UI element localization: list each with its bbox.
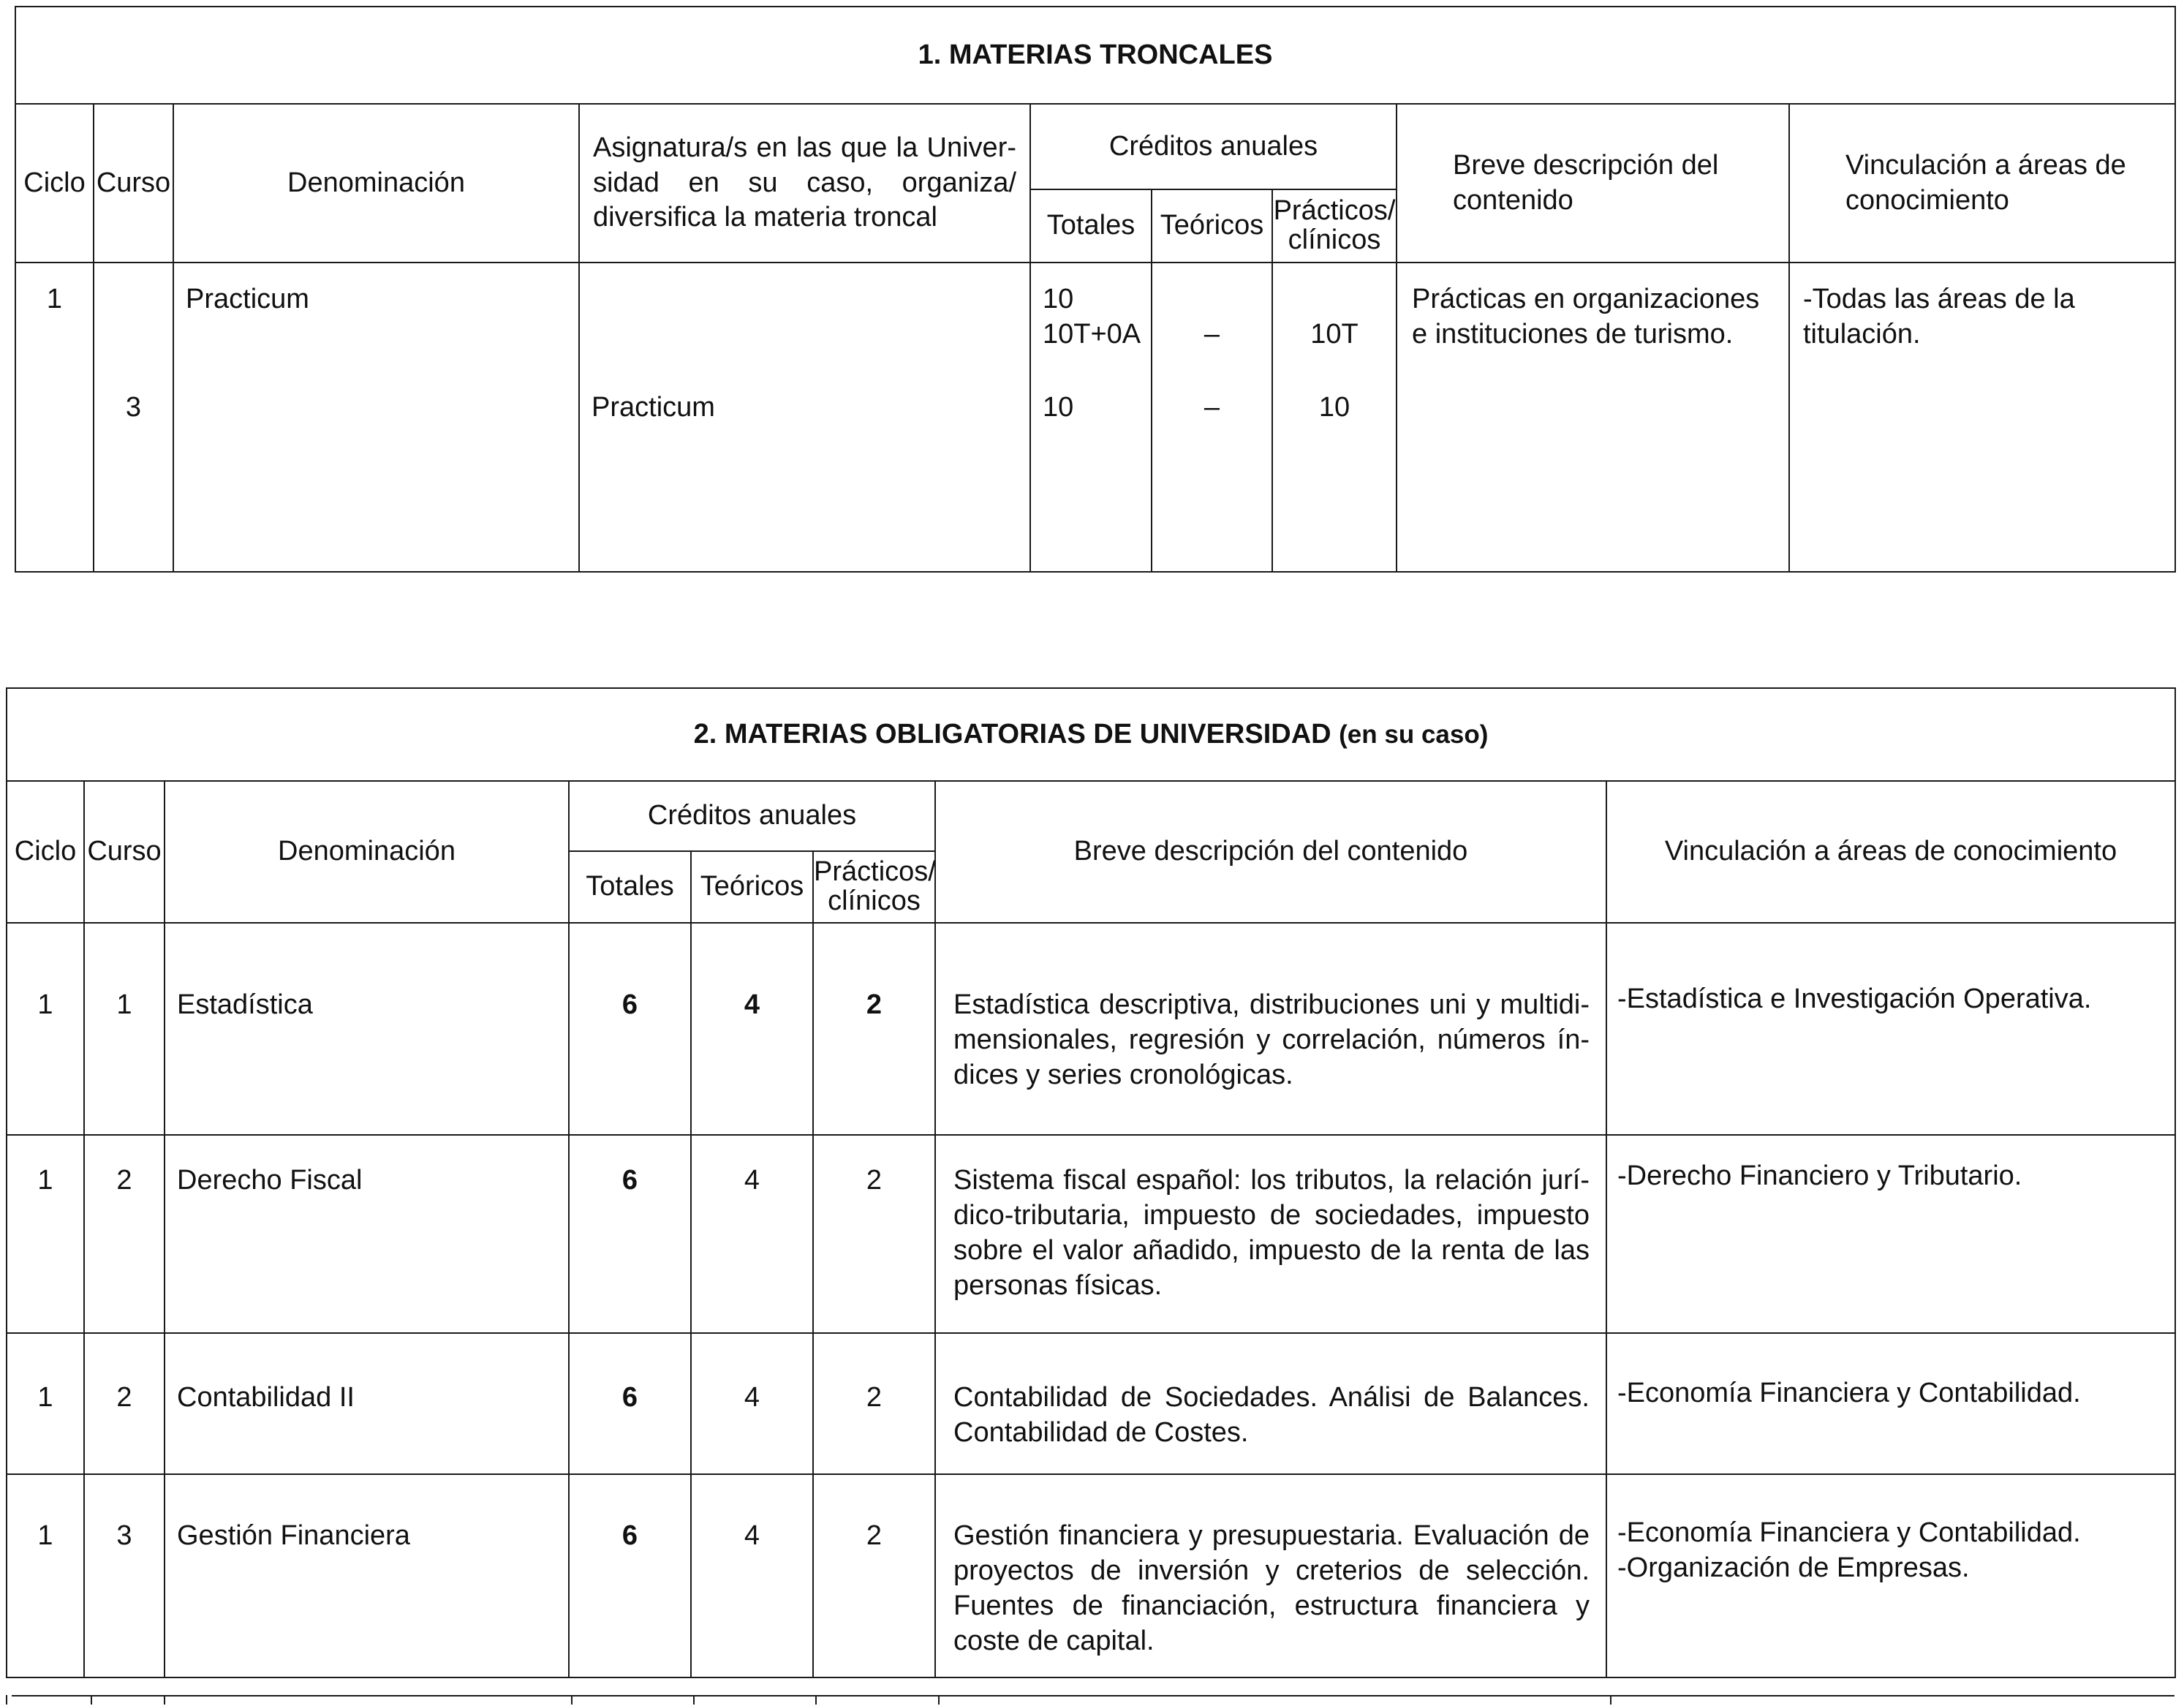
table-title-main: 2. MATERIAS OBLIGATORIAS DE UNIVERSIDAD <box>693 718 1331 750</box>
column-divider <box>91 1695 92 1705</box>
cell-vinculacion: -Derecho Financiero y Tributario. <box>1606 1135 2175 1333</box>
header-denominacion: Denominación <box>165 781 569 923</box>
header-creditos-anuales: Créditos anuales <box>1030 104 1397 189</box>
cell-curso: 2 <box>84 1135 165 1333</box>
cell-denominacion: Derecho Fiscal <box>165 1135 569 1333</box>
table-row <box>7 1474 2175 1677</box>
header-curso: Curso <box>84 781 165 923</box>
header-curso: Curso <box>94 104 173 263</box>
row-vinculacion <box>1789 263 2175 572</box>
table-row <box>7 1135 2175 1333</box>
header-teoricos: Teóricos <box>1152 189 1272 263</box>
header-vinculacion: Vinculación a áreas de conocimiento <box>1789 104 2175 263</box>
table-title <box>7 688 2175 781</box>
cell-descripcion: Estadística descriptiva, distribuciones uni y multidi-mensionales, regresión y correlación, números ín-dices y series cronológicas. <box>935 923 1606 1135</box>
header-practicos: Prácticos/ clínicos <box>813 851 935 923</box>
header-creditos-anuales: Créditos anuales <box>569 781 935 851</box>
cell-teoricos-2: – <box>1204 392 1220 423</box>
cell-practicos-2: 10 <box>1318 392 1350 423</box>
header-practicos: Prácticos/ clínicos <box>1272 189 1397 263</box>
cell-totales-2: 10T+0A <box>1043 319 1141 350</box>
header-asignatura: Asignatura/s en las que la Univer-sidad en su caso, organiza/ diversifica la materia troncal <box>579 104 1030 263</box>
header-ciclo: Ciclo <box>7 781 84 923</box>
column-divider <box>571 1695 573 1705</box>
column-divider <box>938 1695 940 1705</box>
header-denominacion: Denominación <box>173 104 579 263</box>
cell-ciclo: 1 <box>7 1135 84 1333</box>
cell-totales: 6 <box>569 1474 691 1677</box>
table-title-suffix: (en su caso) <box>1339 720 1489 749</box>
header-descripcion: Breve descripción del contenido <box>935 781 1606 923</box>
cell-totales: 6 <box>569 1333 691 1474</box>
table-row <box>7 923 2175 1135</box>
row-descripcion <box>1397 263 1789 572</box>
cell-curso: 3 <box>125 392 142 423</box>
row-practicos <box>1272 263 1397 572</box>
cell-teoricos: 4 <box>691 1474 813 1677</box>
header-descripcion: Breve descripción del contenido <box>1397 104 1789 263</box>
cell-totales-1: 10 <box>1043 284 1074 314</box>
row-teoricos <box>1152 263 1272 572</box>
cell-totales: 6 <box>569 1135 691 1333</box>
column-divider <box>815 1695 817 1705</box>
cell-practicos: 2 <box>813 1135 935 1333</box>
cell-descripcion: Sistema fiscal español: los tributos, la relación jurí-dico-tributaria, impuesto de sociedades, impuesto sobre el valor añadido, impuesto de la renta de las personas físicas. <box>935 1135 1606 1333</box>
column-divider <box>6 1695 7 1705</box>
column-divider <box>1610 1695 1611 1705</box>
column-divider <box>693 1695 695 1705</box>
table-materias-troncales <box>15 6 2176 573</box>
cell-practicos: 2 <box>813 1474 935 1677</box>
cell-teoricos: 4 <box>691 923 813 1135</box>
row-ciclo <box>15 263 94 572</box>
header-totales: Totales <box>569 851 691 923</box>
cell-denominacion: Contabilidad II <box>165 1333 569 1474</box>
cell-ciclo: 1 <box>7 923 84 1135</box>
cell-curso: 2 <box>84 1333 165 1474</box>
cell-descripcion: Prácticas en organizaciones e instituciones de turismo. <box>1412 284 1760 350</box>
cell-descripcion: Contabilidad de Sociedades. Análisi de Balances. Contabilidad de Costes. <box>935 1333 1606 1474</box>
cell-practicos-1: 10T <box>1310 319 1359 350</box>
cell-practicos: 2 <box>813 923 935 1135</box>
cell-teoricos-1: – <box>1204 319 1220 350</box>
row-denominacion <box>173 263 579 572</box>
header-teoricos: Teóricos <box>691 851 813 923</box>
header-totales: Totales <box>1030 189 1152 263</box>
cell-vinculacion: -Economía Financiera y Contabilidad. <box>1606 1333 2175 1474</box>
table-title: 1. MATERIAS TRONCALES <box>15 7 2175 104</box>
cell-ciclo: 1 <box>7 1474 84 1677</box>
cell-denominacion: Practicum <box>186 284 309 314</box>
cell-asignatura: Practicum <box>592 392 715 423</box>
cell-denominacion: Estadística <box>165 923 569 1135</box>
column-divider <box>164 1695 165 1705</box>
cell-ciclo: 1 <box>46 284 63 314</box>
cell-curso: 3 <box>84 1474 165 1677</box>
row-totales <box>1030 263 1152 572</box>
cell-vinculacion: -Todas las áreas de la titulación. <box>1803 284 2075 350</box>
cell-vinculacion: -Economía Financiera y Contabilidad. -Organización de Empresas. <box>1606 1474 2175 1677</box>
cell-totales: 6 <box>569 923 691 1135</box>
cell-curso: 1 <box>84 923 165 1135</box>
cell-descripcion: Gestión financiera y presupuestaria. Evaluación de proyectos de inversión y creterios de selección. Fuentes de financiación, estructura financiera y coste de capital. <box>935 1474 1606 1677</box>
cell-vinculacion: -Estadística e Investigación Operativa. <box>1606 923 2175 1135</box>
cell-teoricos: 4 <box>691 1333 813 1474</box>
cell-teoricos: 4 <box>691 1135 813 1333</box>
table-materias-obligatorias <box>6 687 2176 1678</box>
table-row <box>7 1333 2175 1474</box>
cell-denominacion: Gestión Financiera <box>165 1474 569 1677</box>
header-ciclo: Ciclo <box>15 104 94 263</box>
row-curso <box>94 263 173 572</box>
cell-totales-3: 10 <box>1043 392 1074 423</box>
row-asignatura <box>579 263 1030 572</box>
header-vinculacion: Vinculación a áreas de conocimiento <box>1606 781 2175 923</box>
cell-practicos: 2 <box>813 1333 935 1474</box>
cell-ciclo: 1 <box>7 1333 84 1474</box>
